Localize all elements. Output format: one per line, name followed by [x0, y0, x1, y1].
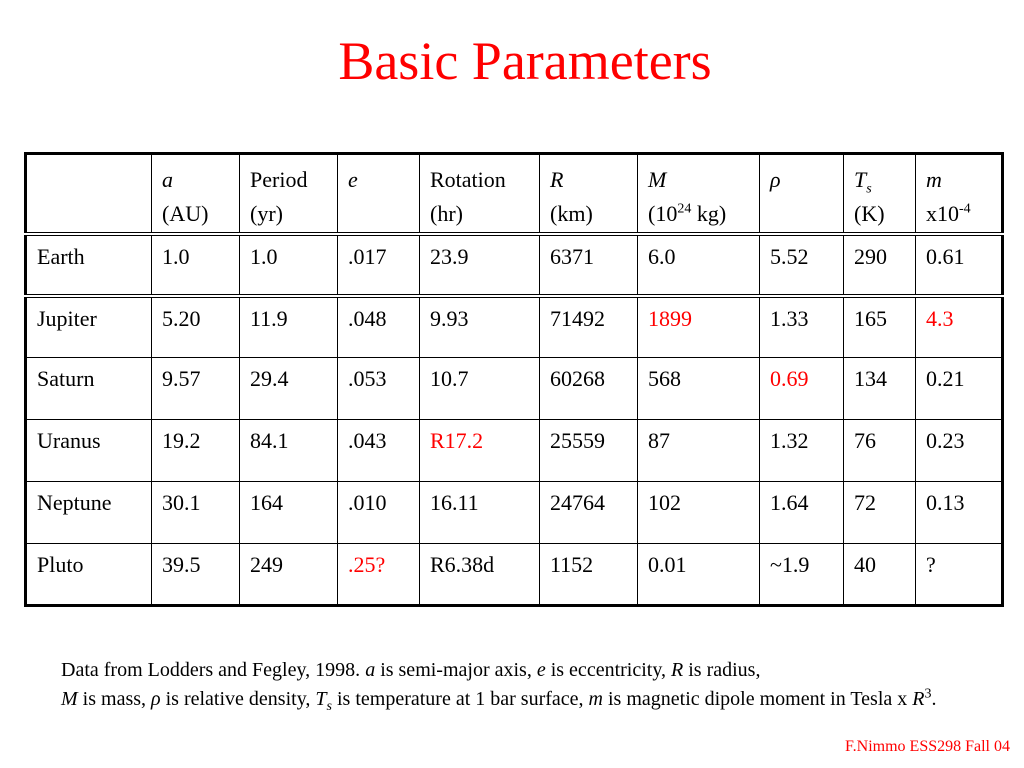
cell-temperature: 76 — [844, 420, 916, 482]
cell-e: .25? — [338, 544, 420, 606]
cell-e: .010 — [338, 482, 420, 544]
header-period: Period (yr) — [240, 154, 338, 234]
cell-planet: Saturn — [26, 358, 152, 420]
cell-density: 5.52 — [760, 234, 844, 296]
cell-a: 1.0 — [152, 234, 240, 296]
cell-planet: Jupiter — [26, 296, 152, 358]
cell-a: 30.1 — [152, 482, 240, 544]
cell-radius: 71492 — [540, 296, 638, 358]
table-row-earth — [26, 234, 1003, 296]
header-temperature: $T_s$ (K) — [844, 154, 916, 234]
cell-a: 5.20 — [152, 296, 240, 358]
cell-temperature: 290 — [844, 234, 916, 296]
cell-dipole: 0.21 — [916, 358, 1003, 420]
cell-radius: 1152 — [540, 544, 638, 606]
table-row-neptune — [26, 482, 1003, 544]
header-radius: R (km) — [540, 154, 638, 234]
cell-radius: 25559 — [540, 420, 638, 482]
cell-rotation: 9.93 — [420, 296, 540, 358]
header-e: e — [338, 154, 420, 234]
cell-temperature: 165 — [844, 296, 916, 358]
table-row-pluto — [26, 544, 1003, 606]
cell-dipole: 0.13 — [916, 482, 1003, 544]
cell-mass: 6.0 — [638, 234, 760, 296]
cell-rotation: 10.7 — [420, 358, 540, 420]
cell-rotation: R17.2 — [420, 420, 540, 482]
cell-rotation: 23.9 — [420, 234, 540, 296]
cell-a: 9.57 — [152, 358, 240, 420]
cell-mass: 1899 — [638, 296, 760, 358]
header-dipole: m $x10^{-4}$ — [916, 154, 1003, 234]
slide-title: Basic Parameters — [338, 31, 712, 91]
cell-planet: Neptune — [26, 482, 152, 544]
cell-radius: 24764 — [540, 482, 638, 544]
cell-e: .043 — [338, 420, 420, 482]
header-planet — [26, 154, 152, 234]
cell-e: .053 — [338, 358, 420, 420]
cell-a: 39.5 — [152, 544, 240, 606]
cell-mass: 0.01 — [638, 544, 760, 606]
header-a: a (AU) — [152, 154, 240, 234]
caption: Data from Lodders and Fegley, 1998. a is semi-major axis, e is eccentricity, R is radius, M is mass, ρ is relative density, $T_s$ is temperature at 1 bar surface, m is magnetic dipole moment in Tesla x $R^3$. — [61, 659, 937, 714]
cell-mass: 568 — [638, 358, 760, 420]
cell-e: .048 — [338, 296, 420, 358]
cell-density: ~1.9 — [760, 544, 844, 606]
cell-period: 164 — [240, 482, 338, 544]
header-rotation: Rotation (hr) — [420, 154, 540, 234]
cell-mass: 87 — [638, 420, 760, 482]
cell-density: 1.64 — [760, 482, 844, 544]
cell-planet: Earth — [26, 234, 152, 296]
cell-period: 249 — [240, 544, 338, 606]
cell-dipole: 4.3 — [916, 296, 1003, 358]
cell-period: 29.4 — [240, 358, 338, 420]
cell-temperature: 40 — [844, 544, 916, 606]
cell-temperature: 134 — [844, 358, 916, 420]
cell-a: 19.2 — [152, 420, 240, 482]
table-row-saturn — [26, 358, 1003, 420]
table-row-uranus — [26, 420, 1003, 482]
table-header-row — [26, 154, 1003, 234]
table-row-jupiter — [26, 296, 1003, 358]
header-mass: M ($10^{24}$ kg) — [638, 154, 760, 234]
cell-rotation: 16.11 — [420, 482, 540, 544]
cell-temperature: 72 — [844, 482, 916, 544]
footer-credit: F.Nimmo ESS298 Fall 04 — [845, 738, 1010, 755]
cell-dipole: ? — [916, 544, 1003, 606]
cell-planet: Uranus — [26, 420, 152, 482]
cell-radius: 6371 — [540, 234, 638, 296]
cell-density: 1.32 — [760, 420, 844, 482]
cell-e: .017 — [338, 234, 420, 296]
cell-radius: 60268 — [540, 358, 638, 420]
cell-period: 84.1 — [240, 420, 338, 482]
parameters-table — [24, 152, 1004, 607]
cell-mass: 102 — [638, 482, 760, 544]
cell-dipole: 0.23 — [916, 420, 1003, 482]
cell-dipole: 0.61 — [916, 234, 1003, 296]
cell-density: 1.33 — [760, 296, 844, 358]
cell-period: 1.0 — [240, 234, 338, 296]
cell-planet: Pluto — [26, 544, 152, 606]
header-density: ρ — [760, 154, 844, 234]
cell-rotation: R6.38d — [420, 544, 540, 606]
cell-period: 11.9 — [240, 296, 338, 358]
cell-density: 0.69 — [760, 358, 844, 420]
